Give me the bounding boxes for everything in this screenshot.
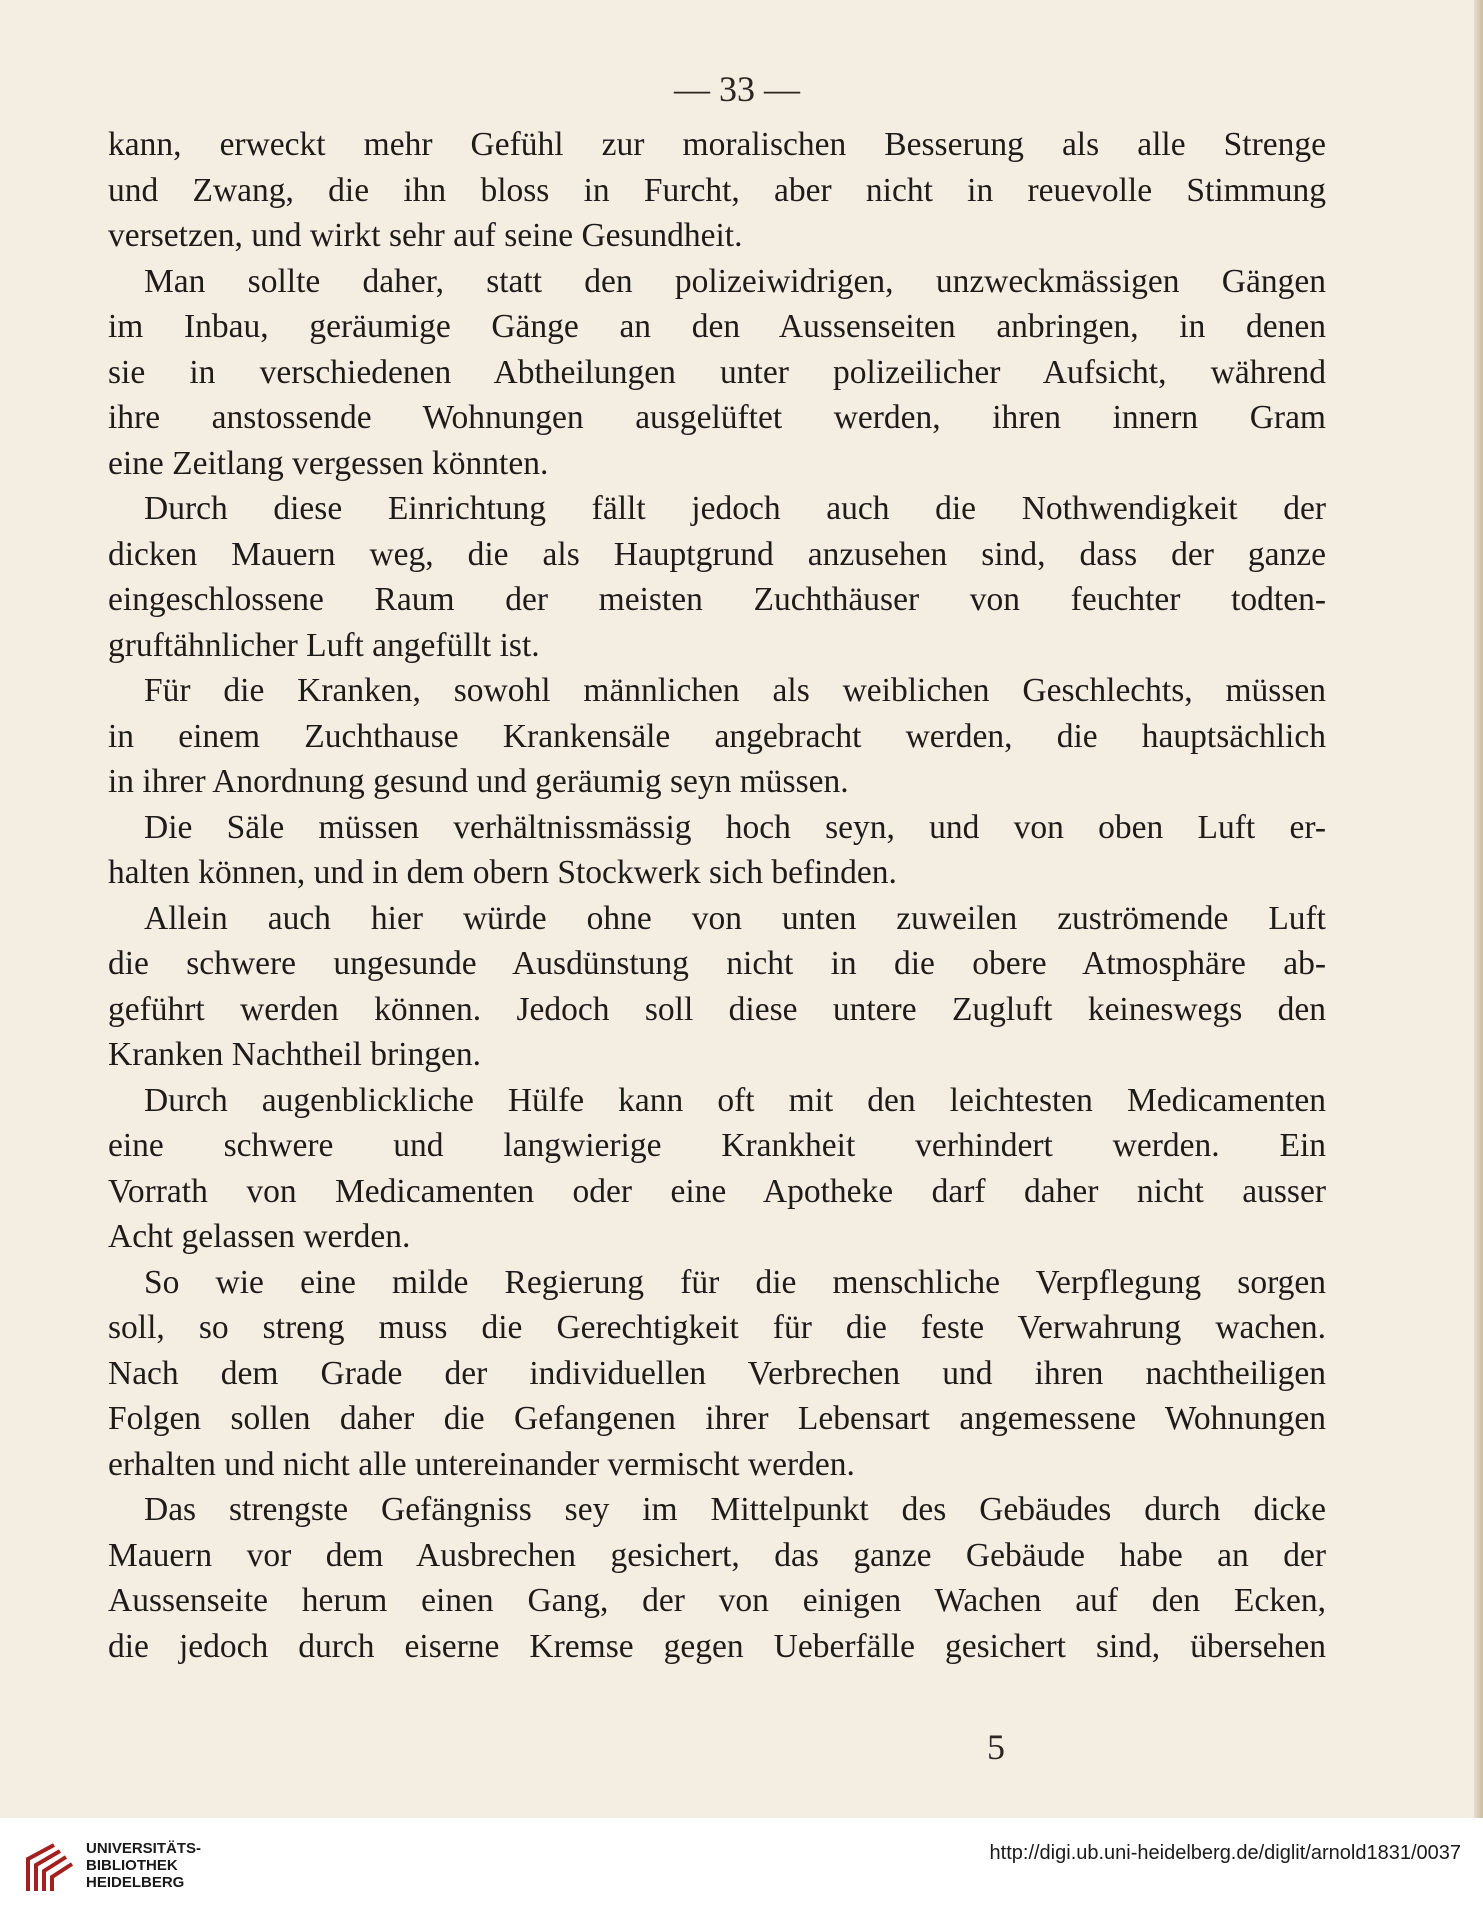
- text-line: eine schwere und langwierige Krankheit verhindert werden. Ein: [108, 1127, 1326, 1164]
- text-line: soll, so streng muss die Gerechtigkeit für die feste Verwahrung wachen.: [108, 1309, 1326, 1346]
- source-url[interactable]: http://digi.ub.uni-heidelberg.de/diglit/arnold1831/0037: [989, 1842, 1461, 1864]
- text-line: Man sollte daher, statt den polizeiwidrigen, unzweckmässigen Gängen: [144, 262, 1326, 300]
- text-line: Die Säle müssen verhältnissmässig hoch seyn, und von oben Luft er-: [144, 808, 1326, 846]
- text-line: ihre anstossende Wohnungen ausgelüftet werden, ihren innern Gram: [108, 399, 1326, 436]
- text-line: versetzen, und wirkt sehr auf seine Gesundheit.: [108, 217, 743, 254]
- text-line: eine Zeitlang vergessen könnten.: [108, 444, 549, 482]
- library-name-line2: BIBLIOTHEK: [86, 1857, 178, 1874]
- page-number: — 33 —: [674, 69, 800, 109]
- body-text: [108, 122, 1326, 1669]
- text-line: Aussenseite herum einen Gang, der von einigen Wachen auf den Ecken,: [108, 1582, 1326, 1619]
- text-line: Acht gelassen werden.: [108, 1218, 411, 1255]
- page-edge: [1474, 0, 1483, 1818]
- text-line: im Inbau, geräumige Gänge an den Aussenseiten anbringen, in denen: [108, 308, 1326, 345]
- text-line: halten können, und in dem obern Stockwerk sich befinden.: [108, 854, 897, 891]
- text-line: erhalten und nicht alle untereinander vermischt werden.: [108, 1445, 855, 1483]
- library-name-line3: HEIDELBERG: [86, 1874, 185, 1891]
- text-line: Durch augenblickliche Hülfe kann oft mit den leichtesten Medicamenten: [144, 1081, 1326, 1119]
- text-line: Das strengste Gefängniss sey im Mittelpunkt des Gebäudes durch dicke: [144, 1491, 1326, 1528]
- text-line: Nach dem Grade der individuellen Verbrechen und ihren nachtheiligen: [108, 1354, 1326, 1392]
- text-line: in ihrer Anordnung gesund und geräumig seyn müssen.: [108, 763, 849, 800]
- text-line: Mauern vor dem Ausbrechen gesichert, das ganze Gebäude habe an der: [108, 1536, 1326, 1574]
- text-line: die schwere ungesunde Ausdünstung nicht in die obere Atmosphäre ab-: [108, 945, 1326, 982]
- text-line: So wie eine milde Regierung für die menschliche Verpflegung sorgen: [144, 1263, 1326, 1301]
- text-line: Allein auch hier würde ohne von unten zuweilen zuströmende Luft: [144, 899, 1326, 937]
- text-line: sie in verschiedenen Abtheilungen unter polizeilicher Aufsicht, während: [108, 353, 1326, 391]
- text-line: eingeschlossene Raum der meisten Zuchthäuser von feuchter todten-: [108, 581, 1326, 618]
- text-line: dicken Mauern weg, die als Hauptgrund anzusehen sind, dass der ganze: [108, 535, 1326, 573]
- signature-mark: 5: [987, 1727, 1005, 1767]
- text-line: Folgen sollen daher die Gefangenen ihrer Lebensart angemessene Wohnungen: [108, 1400, 1326, 1437]
- text-line: geführt werden können. Jedoch soll diese untere Zugluft keineswegs den: [108, 990, 1326, 1028]
- text-line: die jedoch durch eiserne Kremse gegen Ueberfälle gesichert sind, übersehen: [108, 1627, 1326, 1665]
- text-line: Kranken Nachtheil bringen.: [108, 1036, 482, 1073]
- library-logo-icon: [22, 1839, 80, 1897]
- footer-bar: [0, 1818, 1483, 1929]
- library-name: [86, 1840, 201, 1891]
- library-name-line1: UNIVERSITÄTS-: [86, 1840, 202, 1857]
- text-line: Vorrath von Medicamenten oder eine Apotheke darf daher nicht ausser: [108, 1172, 1326, 1210]
- text-line: Für die Kranken, sowohl männlichen als weiblichen Geschlechts, müssen: [144, 672, 1326, 709]
- text-line: Durch diese Einrichtung fällt jedoch auch die Nothwendigkeit der: [144, 490, 1326, 527]
- text-line: gruftähnlicher Luft angefüllt ist.: [108, 626, 540, 664]
- text-line: kann, erweckt mehr Gefühl zur moralischen Besserung als alle Strenge: [108, 126, 1326, 163]
- text-line: in einem Zuchthause Krankensäle angebracht werden, die hauptsächlich: [108, 717, 1326, 755]
- text-line: und Zwang, die ihn bloss in Furcht, aber nicht in reuevolle Stimmung: [108, 171, 1326, 209]
